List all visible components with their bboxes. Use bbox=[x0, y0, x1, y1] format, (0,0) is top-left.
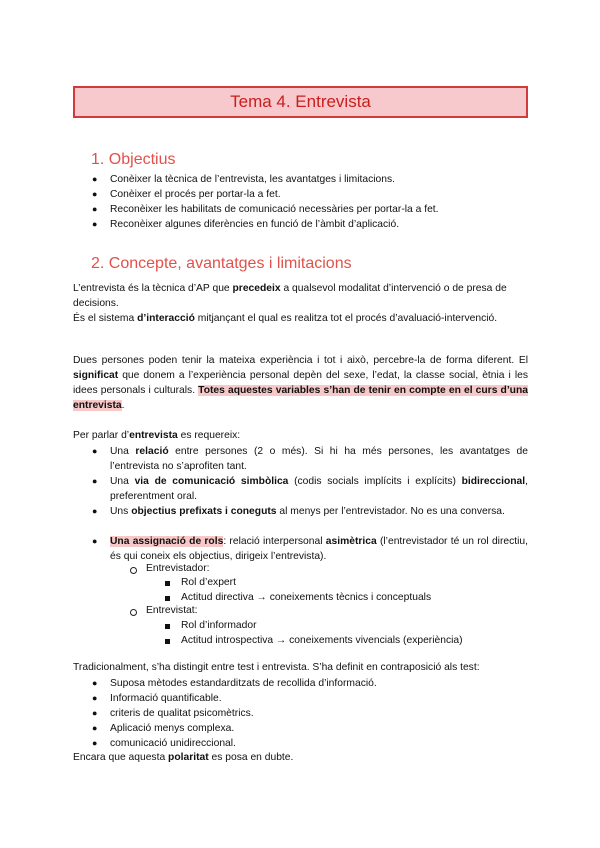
bullet-icon: ● bbox=[92, 446, 98, 456]
paragraph-interaccio: És el sistema d’interacció mitjançant el qual es realitza tot el procés d’avaluació-intervenció. bbox=[73, 313, 498, 324]
square-bullet-icon bbox=[165, 639, 170, 644]
objective-item: Conèixer la tècnica de l’entrevista, les avantatges i limitacions. bbox=[110, 174, 396, 185]
bullet-icon: ● bbox=[92, 476, 98, 486]
test-item: criteris de qualitat psicomètrics. bbox=[110, 708, 254, 719]
highlighted-text: Una assignació de rols bbox=[110, 536, 224, 547]
section2-heading: 2. Concepte, avantatges i limitacions bbox=[91, 255, 352, 272]
requirement-item: Uns objectius prefixats i coneguts al menys per l’entrevistador. No es una conversa. bbox=[110, 506, 505, 517]
bullet-icon: ● bbox=[92, 678, 98, 688]
bullet-icon: ● bbox=[92, 506, 98, 516]
bullet-icon: ● bbox=[92, 738, 98, 748]
test-item: Suposa mètodes estandarditzats de recollida d’informació. bbox=[110, 678, 377, 689]
paragraph-polaritat: Encara que aquesta polaritat es posa en dubte. bbox=[73, 752, 294, 763]
square-bullet-icon bbox=[165, 624, 170, 629]
title-box bbox=[73, 86, 528, 118]
objective-item: Conèixer el procés per portar-la a fet. bbox=[110, 189, 281, 200]
bullet-icon: ● bbox=[92, 708, 98, 718]
requirement-item: Una relació entre persones (2 o més). Si hi ha més persones, les avantatges de l’entrevista no s’aprofiten tant. bbox=[110, 446, 528, 472]
objective-item: Reconèixer les habilitats de comunicació necessàries per portar-la a fet. bbox=[110, 204, 439, 215]
test-item: Aplicació menys complexa. bbox=[110, 723, 235, 734]
objective-item: Reconèixer algunes diferències en funció de l’àmbit d’aplicació. bbox=[110, 219, 400, 230]
role-entrevistat: Entrevistat: bbox=[146, 605, 198, 616]
paragraph-significat: Dues persones poden tenir la mateixa experiència i tot i això, percebre-la de forma diferent. El significat que donem a l’experiència personal depèn del sexe, l’edat, la classe social, ètnia i les idees personals i culturals. Totes aquestes variables s’han de tenir en compte en el curs d’una entrevista. bbox=[73, 355, 528, 411]
requirement-item: Una assignació de rols: relació interpersonal asimètrica (l’entrevistador té un rol directiu, és qui coneix els objectius, dirigeix l’entrevista). bbox=[110, 536, 528, 562]
test-item: Informació quantificable. bbox=[110, 693, 222, 704]
bullet-icon: ● bbox=[92, 204, 98, 214]
bullet-icon: ● bbox=[92, 219, 98, 229]
bullet-icon: ● bbox=[92, 536, 98, 546]
square-bullet-icon bbox=[165, 581, 170, 586]
section1-heading: 1. Objectius bbox=[91, 151, 176, 168]
bullet-icon: ● bbox=[92, 174, 98, 184]
role-item: Rol d’informador bbox=[181, 620, 257, 631]
bullet-icon: ● bbox=[92, 189, 98, 199]
role-item: Actitud introspectiva → coneixements vivencials (experiència) bbox=[181, 635, 463, 646]
paragraph-requereix: Per parlar d’entrevista es requereix: bbox=[73, 430, 241, 441]
highlighted-text: Totes aquestes variables s’han de tenir en compte en el curs d’una entrevista bbox=[73, 385, 528, 411]
requirement-item: Una via de comunicació simbòlica (codis socials implícits i explícits) bidireccional, preferentment oral. bbox=[110, 476, 528, 502]
paragraph-precedeix: L’entrevista és la tècnica d’AP que precedeix a qualsevol modalitat d’intervenció o de presa de decisions. bbox=[73, 283, 507, 309]
page-title: Tema 4. Entrevista bbox=[230, 92, 371, 111]
test-item: comunicació unidireccional. bbox=[110, 738, 236, 749]
bullet-icon: ● bbox=[92, 723, 98, 733]
circle-bullet-icon bbox=[130, 567, 137, 574]
role-item: Actitud directiva → coneixements tècnics i conceptuals bbox=[181, 592, 432, 603]
role-item: Rol d’expert bbox=[181, 577, 236, 588]
circle-bullet-icon bbox=[130, 609, 137, 616]
paragraph-tradicionalment: Tradicionalment, s’ha distingit entre test i entrevista. S’ha definit en contraposició als test: bbox=[73, 662, 480, 673]
bullet-icon: ● bbox=[92, 693, 98, 703]
square-bullet-icon bbox=[165, 596, 170, 601]
role-entrevistador: Entrevistador: bbox=[146, 563, 210, 574]
